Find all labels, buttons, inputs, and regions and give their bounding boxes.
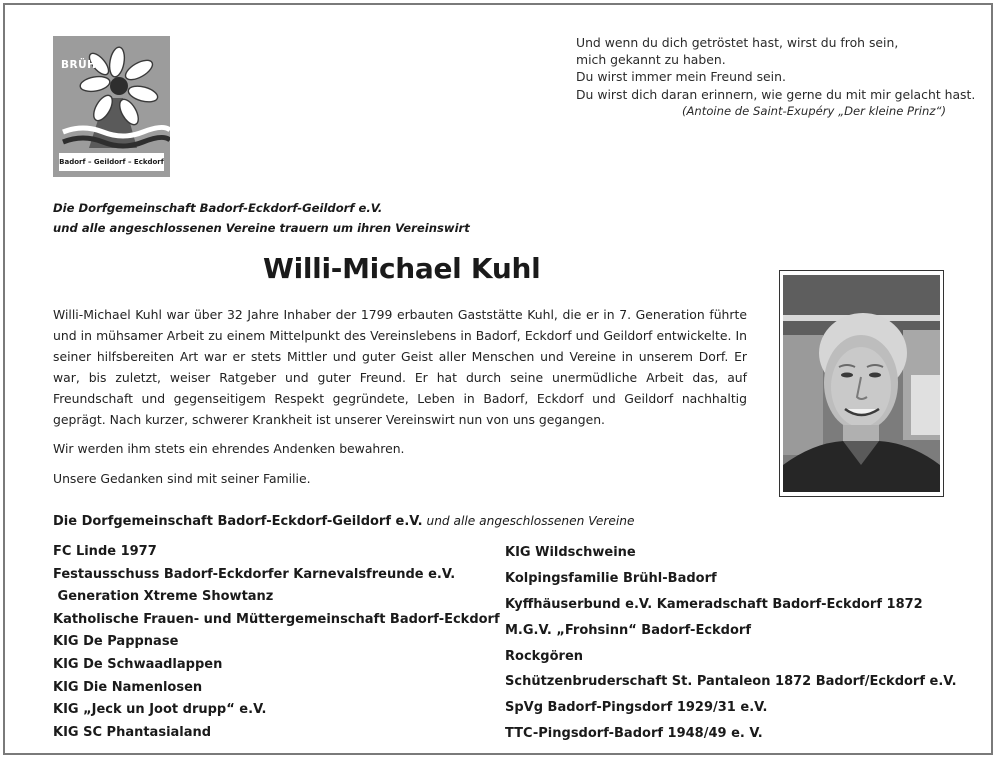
club-item: KIG „Jeck un Joot drupp“ e.V. <box>53 702 267 718</box>
signature-org: Die Dorfgemeinschaft Badorf-Eckdorf-Geildorf e.V. <box>53 514 423 529</box>
portrait-photo <box>779 270 944 497</box>
club-item: Katholische Frauen- und Müttergemeinschaft Badorf-Eckdorf <box>53 611 500 627</box>
obituary-body <box>53 305 747 499</box>
intro-text <box>53 198 470 238</box>
quote-line: Und wenn du dich getröstet hast, wirst du froh sein, <box>576 35 899 50</box>
intro-line: und alle angeschlossenen Vereine trauern um ihren Vereinswirt <box>53 221 470 235</box>
club-item: Generation Xtreme Showtanz <box>53 589 274 605</box>
signature-suffix: und alle angeschlossenen Vereine <box>422 514 635 528</box>
club-item: Schützenbruderschaft St. Pantaleon 1872 Badorf/Eckdorf e.V. <box>505 674 957 690</box>
quote-block <box>576 34 976 120</box>
club-item: KIG De Pappnase <box>53 634 179 650</box>
quote-line: mich gekannt zu haben. <box>576 52 726 68</box>
bruehl-logo <box>53 36 170 177</box>
intro-line: Die Dorfgemeinschaft Badorf-Eckdorf-Geildorf e.V. <box>53 201 383 215</box>
flower-logo-icon <box>53 36 170 177</box>
quote-source: (Antoine de Saint-Exupéry „Der kleine Prinz“) <box>681 103 946 118</box>
club-item: Kyffhäuserbund e.V. Kameradschaft Badorf-Eckdorf 1872 <box>505 596 923 612</box>
club-item: M.G.V. „Frohsinn“ Badorf-Eckdorf <box>505 622 751 638</box>
club-item: FC Linde 1977 <box>53 544 157 559</box>
club-item: TTC-Pingsdorf-Badorf 1948/49 e. V. <box>505 726 763 742</box>
signature-line <box>53 514 634 529</box>
clubs-list-left <box>53 541 500 744</box>
deceased-name: Willi-Michael Kuhl <box>263 252 541 285</box>
body-paragraph: Wir werden ihm stets ein ehrendes Andenken bewahren. <box>53 441 405 457</box>
quote-line: Du wirst immer mein Freund sein. <box>576 69 786 85</box>
portrait-icon <box>783 275 940 492</box>
club-item: Kolpingsfamilie Brühl-Badorf <box>505 570 717 586</box>
club-item: KIG SC Phantasialand <box>53 724 212 740</box>
logo-title: BRÜHL <box>61 59 104 71</box>
body-paragraph: Willi-Michael Kuhl war über 32 Jahre Inhaber der 1799 erbauten Gaststätte Kuhl, die er in 7. Generation führte und in mühsamer Arbeit zu einem Mittelpunkt des Vereinslebens in Badorf, Eckdorf und Geildorf entwickelte. In seiner hilfsbereiten Art war er stets Mittler und guter Geist aller Menschen und Vereine in unserem Dorf. Er war, bis zuletzt, weiser Ratgeber und guter Freund. Er hat durch seine unermüdliche Arbeit das, auf Freundschaft und gegenseitigem Respekt gegründete, Leben in Badorf, Eckdorf und Geildorf nachhaltig geprägt. Nach kurzer, schwerer Krankheit ist unserer Vereinswirt nun von uns gegangen. <box>53 307 747 427</box>
club-item: Rockgören <box>505 648 584 664</box>
club-item: KIG De Schwaadlappen <box>53 656 223 672</box>
club-item: SpVg Badorf-Pingsdorf 1929/31 e.V. <box>505 700 768 716</box>
logo-subtitle: Badorf – Geildorf – Eckdorf <box>59 158 164 166</box>
club-item: KIG Wildschweine <box>505 545 636 560</box>
quote-line: Du wirst dich daran erinnern, wie gerne du mit mir gelacht hast. <box>576 86 976 102</box>
clubs-list-right <box>505 540 957 747</box>
club-item: KIG Die Namenlosen <box>53 679 203 695</box>
club-item: Festausschuss Badorf-Eckdorfer Karnevalsfreunde e.V. <box>53 566 456 582</box>
body-paragraph: Unsere Gedanken sind mit seiner Familie. <box>53 471 311 487</box>
